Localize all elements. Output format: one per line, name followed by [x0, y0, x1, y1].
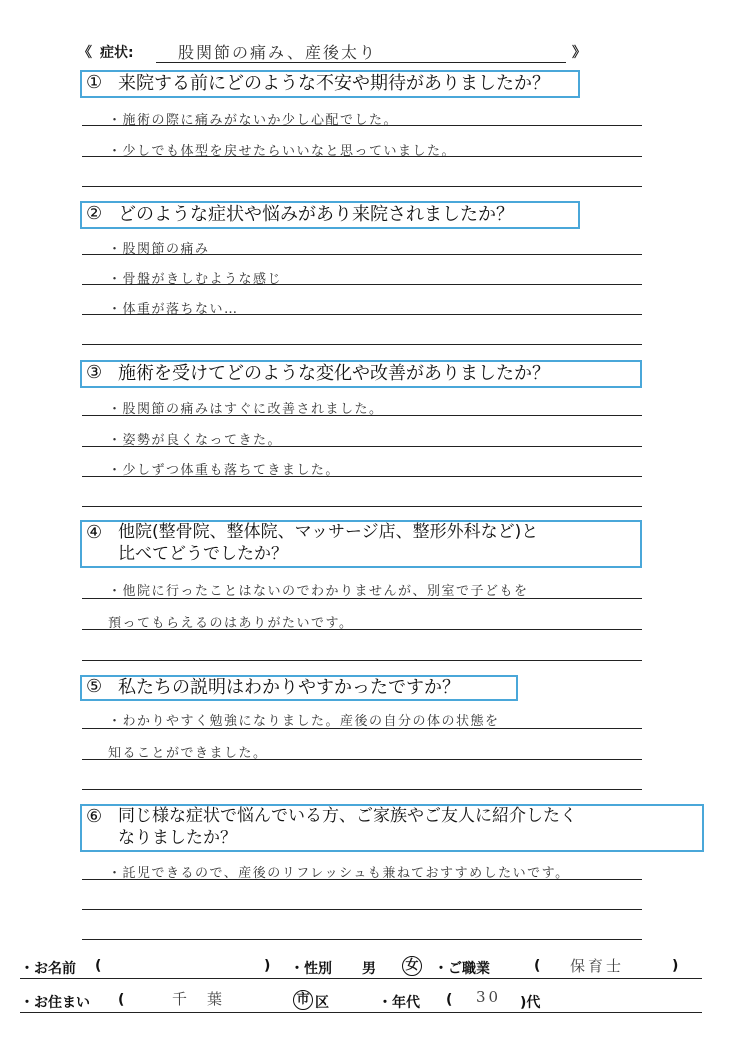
- answer-line: [82, 939, 642, 940]
- address-city-circled: 市: [293, 990, 313, 1010]
- question-2-number: ②: [86, 203, 103, 224]
- answer-line: [82, 506, 642, 507]
- question-4-text: 他院(整骨院、整体院、マッサージ店、整形外科など)と 比べてどうでしたか？: [118, 522, 539, 564]
- question-4-answer-1: ・他院に行ったことはないのでわかりませんが、別室で子どもを: [108, 584, 529, 599]
- answer-line: [82, 909, 642, 910]
- gender-female-circled: 女: [402, 956, 422, 976]
- address-label: ・お住まい: [20, 995, 90, 1011]
- question-1-text: 来院する前にどのような不安や期待がありましたか？: [118, 73, 550, 94]
- answer-line: [82, 186, 642, 187]
- answer-line: [82, 759, 642, 760]
- age-label: ・年代: [378, 995, 420, 1011]
- answer-line: [82, 314, 642, 315]
- question-2-text: どのような症状や悩みがあり来院されましたか？: [118, 204, 514, 225]
- question-1-answer-2: ・少しでも体型を戻せたらいいなと思っていました。: [108, 144, 457, 159]
- question-5-answer-2: 知ることができました。: [108, 746, 268, 761]
- gender-male: 男: [362, 961, 376, 977]
- question-3-answer-1: ・股関節の痛みはすぐに改善されました。: [108, 402, 384, 417]
- symptom-underline: [156, 62, 566, 63]
- question-5-text: 私たちの説明はわかりやすかったですか？: [118, 677, 460, 698]
- address-ward: 区: [315, 995, 329, 1011]
- name-open-paren: (: [95, 958, 102, 974]
- gender-label: ・性別: [290, 961, 332, 977]
- question-2-answer-3: ・体重が落ちない…: [108, 302, 239, 317]
- answer-line: [82, 660, 642, 661]
- question-6-number: ⑥: [86, 806, 103, 827]
- question-3-text: 施術を受けてどのような変化や改善がありましたか？: [118, 363, 550, 384]
- symptom-value: 股関節の痛み、産後太り: [178, 43, 377, 62]
- question-5-answer-1: ・わかりやすく勉強になりました。産後の自分の体の状態を: [108, 714, 500, 729]
- job-value: 保育士: [570, 957, 625, 975]
- answer-line: [82, 254, 642, 255]
- question-6-answer-1: ・託児できるので、産後のリフレッシュも兼ねておすすめしたいです。: [108, 866, 570, 881]
- answer-line: [82, 446, 642, 447]
- answer-line: [82, 789, 642, 790]
- name-close-paren: ): [264, 958, 271, 974]
- question-2-answer-2: ・骨盤がきしむような感じ: [108, 272, 283, 287]
- age-close-paren: )代: [520, 995, 541, 1011]
- question-6-text: 同じ様な症状で悩んでいる方、ご家族やご友人に紹介したく なりましたか？: [118, 806, 577, 848]
- answer-line: [82, 344, 642, 345]
- answer-line: [82, 598, 642, 599]
- name-label: ・お名前: [20, 961, 76, 977]
- answer-line: [82, 879, 642, 880]
- answer-line: [82, 415, 642, 416]
- age-value: 30: [476, 988, 502, 1006]
- question-1-number: ①: [86, 72, 103, 93]
- symptom-label: 症状:: [100, 45, 134, 61]
- answer-line: [82, 125, 642, 126]
- question-1-answer-1: ・施術の際に痛みがないか少し心配でした。: [108, 113, 399, 128]
- symptom-row: [78, 40, 598, 66]
- answer-line: [82, 284, 642, 285]
- answer-line: [82, 156, 642, 157]
- address-open-paren: (: [118, 992, 125, 1008]
- footer-line-1: [20, 978, 702, 979]
- answer-line: [82, 728, 642, 729]
- question-3-answer-3: ・少しずつ体重も落ちてきました。: [108, 463, 340, 478]
- job-close-paren: ): [672, 958, 679, 974]
- question-4-answer-2: 預ってもらえるのはありがたいです。: [108, 616, 354, 631]
- answer-line: [82, 629, 642, 630]
- question-3-number: ③: [86, 362, 103, 383]
- answer-line: [82, 476, 642, 477]
- question-3-answer-2: ・姿勢が良くなってきた。: [108, 433, 283, 448]
- age-open-paren: (: [446, 992, 453, 1008]
- question-5-number: ⑤: [86, 676, 103, 697]
- footer-line-2: [20, 1012, 702, 1013]
- question-4-number: ④: [86, 522, 103, 543]
- job-label: ・ご職業: [434, 961, 490, 977]
- symptom-open-bracket: 《: [78, 45, 92, 61]
- job-open-paren: (: [534, 958, 541, 974]
- address-value: 千葉: [172, 990, 243, 1008]
- question-2-answer-1: ・股関節の痛み: [108, 242, 210, 257]
- symptom-close-bracket: 》: [572, 45, 586, 61]
